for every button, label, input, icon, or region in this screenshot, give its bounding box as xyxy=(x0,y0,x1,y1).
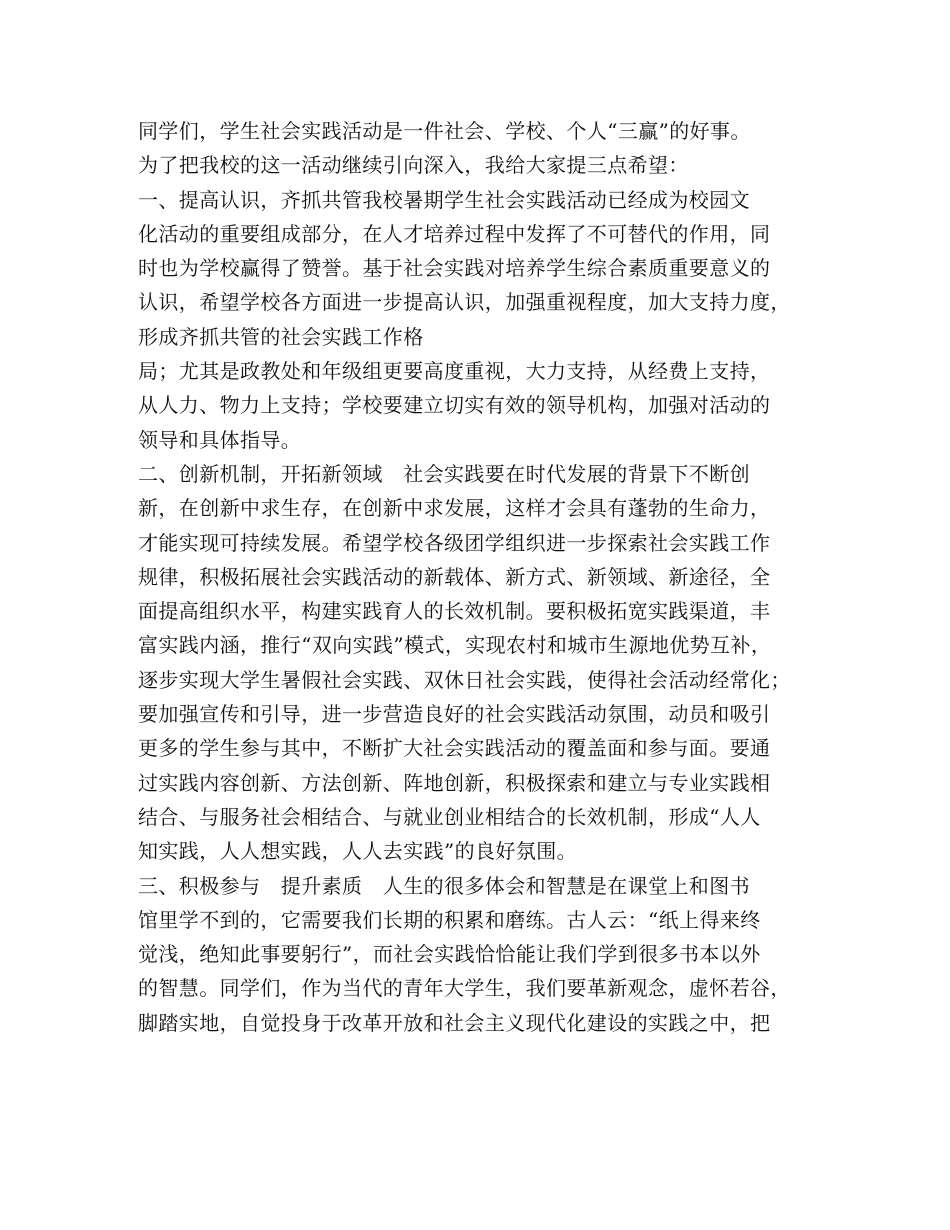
text-line: 认识，希望学校各方面进一步提高认识，加强重视程度，加大支持力度， xyxy=(138,290,791,315)
text-line: 觉浅，绝知此事要躬行”，而社会实践恰恰能让我们学到很多书本以外 xyxy=(138,942,761,967)
text-line: 二、创新机制，开拓新领域 社会实践要在时代发展的背景下不断创 xyxy=(138,461,750,486)
text-line: 要加强宣传和引导，进一步营造良好的社会实践活动氛围，动员和吸引 xyxy=(138,702,771,727)
text-line: 时也为学校赢得了赞誉。基于社会实践对培养学生综合素质重要意义的 xyxy=(138,256,771,281)
text-line: 面提高组织水平，构建实践育人的长效机制。要积极拓宽实践渠道，丰 xyxy=(138,599,771,624)
text-line: 才能实现可持续发展。希望学校各级团学组织进一步探索社会实践工作 xyxy=(138,530,771,555)
text-line: 同学们，学生社会实践活动是一件社会、学校、个人“三赢”的好事。 xyxy=(138,119,751,143)
text-line: 为了把我校的这一活动继续引向深入，我给大家提三点希望： xyxy=(138,153,689,178)
text-line: 规律，积极拓展社会实践活动的新载体、新方式、新领域、新途径，全 xyxy=(138,564,771,589)
text-line: 结合、与服务社会相结合、与就业创业相结合的长效机制，形成“人人 xyxy=(138,804,761,829)
document-body xyxy=(138,114,818,1040)
text-line: 更多的学生参与其中，不断扩大社会实践活动的覆盖面和参与面。要通 xyxy=(138,736,771,761)
text-line: 三、积极参与 提升素质 人生的很多体会和智慧是在课堂上和图书 xyxy=(138,873,750,898)
text-line: 知实践，人人想实践，人人去实践”的良好氛围。 xyxy=(138,839,578,864)
text-line: 领导和具体指导。 xyxy=(138,427,302,452)
text-line: 从人力、物力上支持；学校要建立切实有效的领导机构，加强对活动的 xyxy=(138,393,771,418)
text-line: 局；尤其是政教处和年级组更要高度重视，大力支持，从经费上支持， xyxy=(138,359,771,384)
text-line: 的智慧。同学们，作为当代的青年大学生，我们要革新观念，虚怀若谷， xyxy=(138,976,791,1001)
text-line: 馆里学不到的，它需要我们长期的积累和磨练。古人云：“纸上得来终 xyxy=(138,907,761,932)
text-line: 一、提高认识，齐抓共管我校暑期学生社会实践活动已经成为校园文 xyxy=(138,187,750,212)
text-line: 新，在创新中求生存，在创新中求发展，这样才会具有蓬勃的生命力， xyxy=(138,496,771,521)
text-line: 逐步实现大学生暑假社会实践、双休日社会实践，使得社会活动经常化； xyxy=(138,667,791,692)
text-line: 富实践内涵，推行“双向实践”模式，实现农村和城市生源地优势互补， xyxy=(138,633,772,658)
text-line: 化活动的重要组成部分，在人才培养过程中发挥了不可替代的作用，同 xyxy=(138,221,771,246)
text-line: 脚踏实地，自觉投身于改革开放和社会主义现代化建设的实践之中，把 xyxy=(138,1010,771,1035)
text-line: 形成齐抓共管的社会实践工作格 xyxy=(138,324,424,349)
text-line: 过实践内容创新、方法创新、阵地创新，积极探索和建立与专业实践相 xyxy=(138,770,771,795)
